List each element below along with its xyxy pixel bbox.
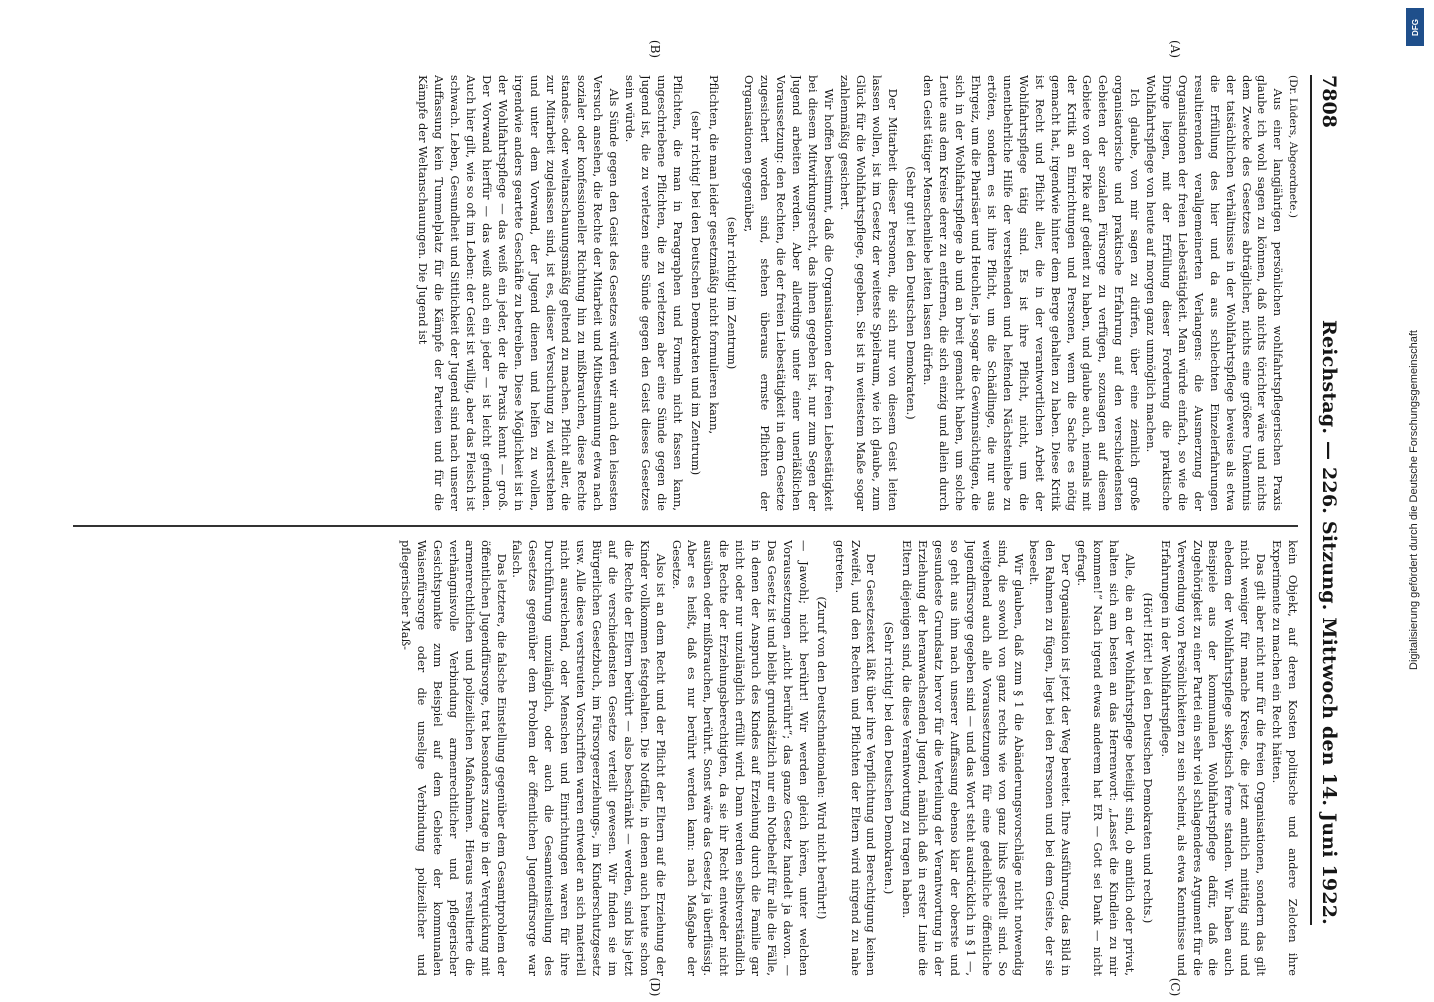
interjection: (sehr richtig! bei den Deutschen Demokraten und im Zentrum)	[688, 110, 703, 476]
paragraph: Aus einer langjährigen persönlichen wohlfahrtspflegerischen Praxis glaube ich wohl sagen zu können, daß nichts törichter wäre und nichts dem Zwecke des Gesetzes abträglicher, nichts eine größere Unkenntnis der tatsächlichen Verhältnisse in der Wohlfahrtspflege beweise als etwa die Erfüllung des hier und da aus schlechten Einzelerfahrungen resultierenden verallgemeinerten Verlangens: die Ausmerzung der Organisationen der freien Liebestätigkeit. Man würde einfach, so wie die Dinge liegen, mit der Erfüllung dieser Forderung die praktische Wohlfahrtspflege von heute auf morgen ganz unmöglich machen.	[1144, 75, 1286, 511]
paragraph: Alle, die an der Wohlfahrtspflege beteiligt sind, ob amtlich oder privat, halten sich am besten an das Herrenwort: „Lasset die Kindlein zu mir kommen!“ Nach irgend etwas anderem hat ER — Gott sei Dank — nicht gefragt.	[1075, 540, 1137, 976]
margin-marker-c: (C)	[1168, 977, 1182, 997]
paragraph: Der Organisation ist jetzt der Weg bereitet. Ihre Ausführung, das Bild in den Rahmen zu fügen, liegt bei den Personen und bei dem Geiste, der sie beseelt.	[1027, 540, 1074, 976]
paragraph: Wir hoffen bestimmt, daß die Organisationen der freien Liebestätigkeit bei diesem Mitwirkungsrecht, das ihnen gegeben ist, nur zum Segen der Jugend arbeiten werden. Aber allerdings unter einer unerläßlichen Voraussetzung: den Rechten, die der freien Liebestätigkeit in dem Gesetze zugesichert worden sind, stehen überaus ernste Pflichten der Organisationen gegenüber,	[742, 75, 836, 511]
speaker-line: (Dr. Lüders, Abgeordnete.)	[1287, 75, 1299, 218]
interjection: (Hört! Hört! bei den Deutschen Demokraten und rechts.)	[1140, 592, 1155, 924]
running-title: Reichstag. — 226. Sitzung. Mittwoch den 14. Juni 1922.	[1318, 320, 1340, 925]
paragraph: Ich glaube, von mir sagen zu dürfen, über eine ziemlich große organisatorische und praktische Erfahrung auf den verschiedensten Gebieten der sozialen Fürsorge zu verfügen, sozusagen auf diesem Gebiete von der Pike auf gedient zu haben, und glaube auch, niemals mit der Kritik an Einrichtungen und Personen, wenn die Sache es nötig gemacht hat, irgendwie hinter dem Berge gehalten zu haben. Diese Kritik ist Recht und Pflicht aller, die in der verantwortlichen Arbeit der Wohlfahrtspflege tätig sind. Es ist ihre Pflicht, nicht, um die unentbehrliche Hilfe der verstehenden und helfenden Nächstenliebe zu ertöten, sondern es ist ihre Pflicht, um die Schädlinge, die nur aus Ehrgeiz, um die Pharisäer und Heuchler, ja sogar die Gewinnsüchtigen, die sich in der Wohlfahrtspflege ab und an breit gemacht haben, um solche Leute aus dem Kreise derer zu entfernen, die sich einzig und allein durch den Geist tätiger Menschenliebe leiten lassen dürfen.	[921, 75, 1143, 511]
paragraph: Der Mitarbeit dieser Personen, die sich nur von diesem Geist leiten lassen wollen, ist im Gesetz der weiteste Spielraum, wie ich glaube, zum Glück für die Wohlfahrtspflege, gegeben. Sie ist in weitestem Maße sogar zahlenmäßig gesichert.	[837, 75, 900, 511]
digitization-footer	[1400, 0, 1428, 1000]
paragraph: Pflichten, die man leider gesetzmäßig nicht formulieren kann,	[706, 75, 721, 435]
paragraph: Das gilt aber nicht nur für die freien Organisationen, sondern das gilt nicht weniger für manche Kreise, die jetzt amtlich mittätig sind und ehedem der Wohlfahrtspflege skeptisch ferne standen. Wir haben auch Beispiele aus der kommunalen Wohlfahrtspflege dafür, daß die Zugehörigkeit zu einer Partei ein sehr viel schlagenderes Argument für die Verwendung von Persönlichkeiten zu sein scheint, als etwa Kenntnisse und Erfahrungen in der Wohlfahrtspflege.	[1158, 540, 1269, 976]
margin-marker-b: (B)	[648, 39, 662, 59]
left-column	[60, 75, 1300, 511]
page-number: 7808	[1318, 75, 1340, 128]
interjection: (Sehr gut! bei den Deutschen Demokraten.)	[903, 166, 918, 420]
interjection: (sehr richtig! im Zentrum)	[724, 216, 739, 370]
interjection: (Zuruf von den Deutschnationalen: Wird nicht berührt!)	[814, 596, 829, 920]
paragraph: — Jawohl; nicht berührt! Wir werden gleich hören, unter welchen Voraussetzungen „nicht berührt“; das ganze Gesetz handelt ja davon. — Das Gesetz ist und bleibt grundsätzlich nur ein Notbehelf für alle die Fälle, in denen der Anspruch des Kindes auf Erziehung durch die Familie gar nicht oder nur unzulänglich erfüllt wird. Dann werden selbstverständlich die Rechte der Erziehungsberechtigten, da sie ihr Recht entweder nicht ausüben oder mißbrauchen, berührt. Sonst wäre das Gesetz ja überflüssig. Aber es heißt, daß es nur berührt werden kann: nach Maßgabe der Gesetze.	[669, 540, 811, 976]
margin-marker-d: (D)	[648, 977, 662, 997]
paragraph: kein Objekt, auf deren Kosten politische und andere Zeloten ihre Experimente zu machen ein Recht hätten.	[1270, 540, 1300, 976]
paragraph: Der Gesetzestext läßt über ihre Verpflichtung und Berechtigung keinen Zweifel, und den Rechten und Pflichten der Eltern wird nirgend zu nahe getreten.	[832, 540, 879, 976]
right-column	[60, 540, 1300, 976]
page-header	[1310, 75, 1352, 925]
dfg-logo-text: DFG	[1410, 18, 1420, 36]
paragraph: Also ist an dem Recht und der Pflicht der Eltern auf die Erziehung der Kinder vollkommen festgehalten. Die Notfälle, in denen auch heute schon die Rechte der Eltern berührt — also beschränkt — werden, sind bis jetzt auf die verschiedensten Gesetze verteilt gewesen. Wir finden sie im Bürgerlichen Gesetzbuch, im Fürsorgeerziehungs-, im Kinderschutzgesetz usw. Alle diese verstreuten Vorschriften waren entweder an sich materiell nicht ausreichend, oder Menschen und Einrichtungen waren für ihre Durchführung unzulänglich, oder auch die Gesamteinstellung des Gesetzes gegenüber dem Problem der öffentlichen Jugendfürsorge war falsch.	[510, 540, 668, 976]
paragraph: Als Sünde gegen den Geist des Gesetzes würden wir auch den leisesten Versuch ansehen, die Rechte der Mitarbeit und Mitbestimmung etwa nach sozialer oder konfessioneller Richtung hin zu mißbrauchen, diese Rechte standes- oder weltanschauungsmäßig geltend zu machen. Pflicht aller, die zur Mitarbeit zugelassen sind, ist es, dieser Versuchung zu widerstehen und unter dem Vorwand, der Jugend dienen und helfen zu wollen, irgendwie anders geartete Geschäfte zu betreiben. Diese Möglichkeit ist in der Wohlfahrtspflege — das weiß ein jeder, der die Praxis kennt — groß. Der Vorwand hierfür — das weiß auch ein jeder — ist leicht gefunden. Auch hier gilt, wie so oft im Leben: der Geist ist willig, aber das Fleisch ist schwach. Leben, Gesundheit und Sittlichkeit der Jugend sind nach unserer Auffassung kein Tummelplatz für die Kämpfe der Parteien und für die Kämpfe der Weltanschauungen. Die Jugend ist	[416, 75, 622, 511]
margin-marker-a: (A)	[1168, 39, 1182, 59]
interjection: (Sehr richtig! bei den Deutschen Demokraten.)	[882, 621, 897, 895]
paragraph: Pflichten, die man in Paragraphen und Formeln nicht fassen kann, ungeschriebene Pflichten, die zu verletzen aber eine Sünde gegen die Jugend ist, die zu verletzen eine Sünde gegen den Geist dieses Gesetzes sein würde.	[623, 75, 685, 511]
column-divider	[73, 525, 1298, 527]
paragraph: Das letztere, die falsche Einstellung gegenüber dem Gesamtproblem der öffentlichen Jugendfürsorge, trat besonders zutage in der Verquickung mit armenrechtlichen und polizeilichen Maßnahmen. Hieraus resultierte die verhängnisvolle Verbindung armenrechtlicher und pflegerischer Gesichtspunkte zum Beispiel auf dem Gebiete der kommunalen Waisenfürsorge oder die unselige Verbindung polizeilicher und pflegerischer Maß-	[399, 540, 509, 976]
paragraph: Wir glauben, daß zum § 1 die Abänderungsvorschläge nicht notwendig sind, die sowohl von ganz rechts wie von ganz links gestellt sind. So weitgehend auch alle Voraussetzungen für eine gedeihliche öffentliche Jugendfürsorge gegeben sind — und das Wort steht ausdrücklich in § 1 —, so geht aus ihm nach unserer Auffassung ebenso klar der oberste und gesundeste Grundsatz hervor für die Verteilung der Verantwortung in der Erziehung der heranwachsenden Jugend, nämlich daß in erster Linie die Eltern diejenigen sind, die diese Verantwortung zu tragen haben.	[900, 540, 1026, 976]
rotated-page	[52, 20, 1382, 997]
digitization-note: Digitalisierung gefördert durch die Deutsche Forschungsgemeinschaft	[1408, 330, 1420, 670]
